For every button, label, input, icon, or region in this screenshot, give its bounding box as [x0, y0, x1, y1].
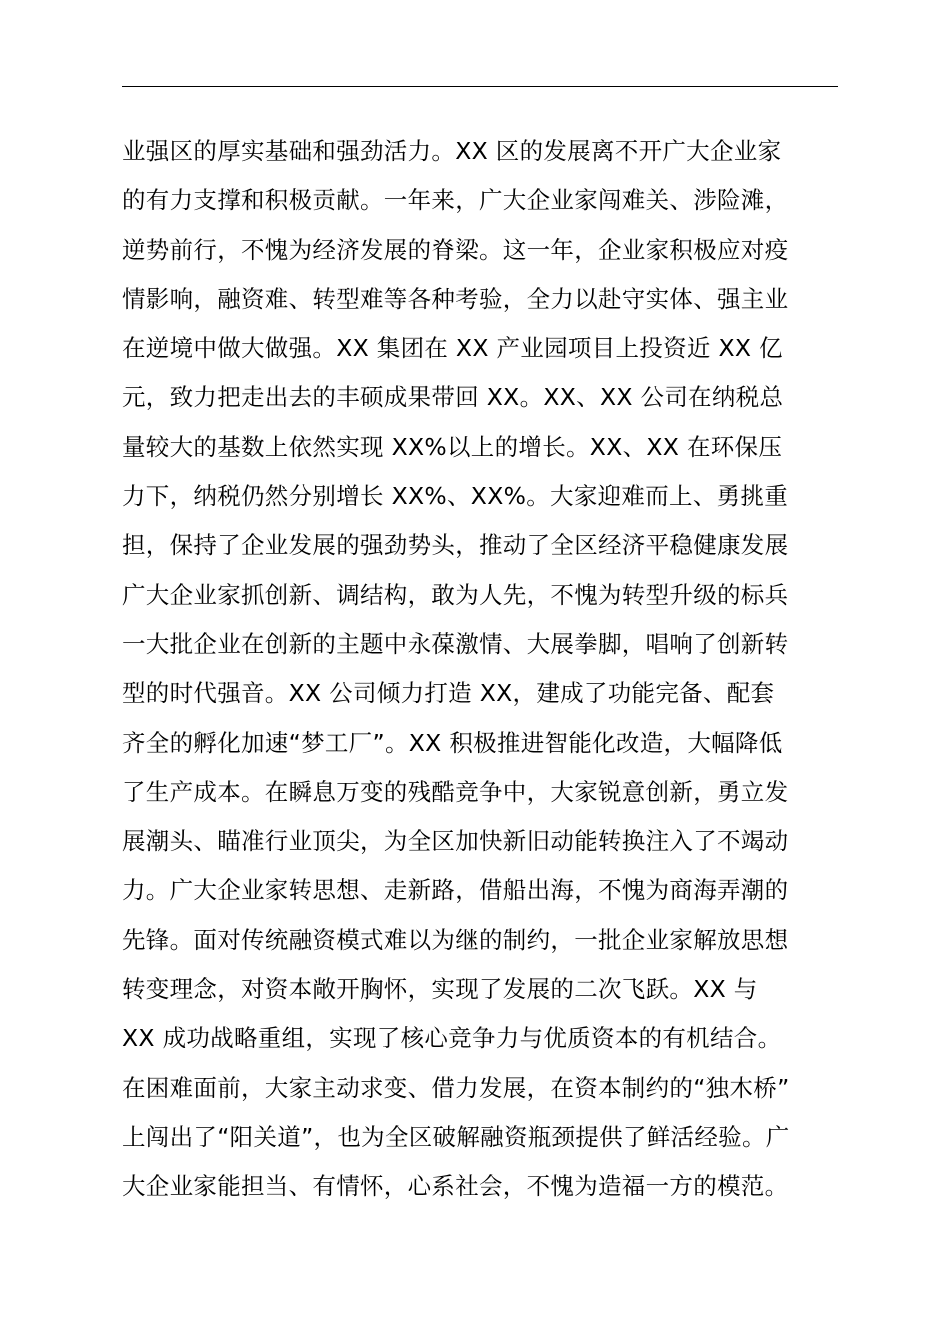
text-line: 型的时代强音。XX 公司倾力打造 XX，建成了功能完备、配套 [122, 679, 775, 708]
text-line: 转变理念，对资本敞开胸怀，实现了发展的二次飞跃。XX 与 [122, 975, 758, 1004]
text-line: 业强区的厚实基础和强劲活力。XX 区的发展离不开广大企业家 [122, 137, 782, 165]
text-line: 逆势前行，不愧为经济发展的脊梁。这一年，企业家积极应对疫 [122, 235, 789, 264]
header-rule [122, 86, 838, 87]
text-line: 元，致力把走出去的丰硕成果带回 XX。XX、XX 公司在纳税总 [122, 383, 784, 412]
text-line: 上闯出了“阳关道”，也为全区破解融资瓶颈提供了鲜活经验。广 [122, 1122, 790, 1151]
text-line: 力。广大企业家转思想、走新路，借船出海，不愧为商海弄潮的 [122, 876, 789, 905]
text-line: 情影响，融资难、转型难等各种考验，全力以赴守实体、强主业 [122, 284, 789, 313]
text-line: 齐全的孵化加速“梦工厂”。XX 积极推进智能化改造，大幅降低 [122, 728, 783, 757]
body-paragraph [122, 127, 842, 1212]
text-line: XX 成功战略重组，实现了核心竞争力与优质资本的有机结合。 [122, 1024, 782, 1053]
text-line: 在逆境中做大做强。XX 集团在 XX 产业园项目上投资近 XX 亿 [122, 334, 783, 363]
text-line: 力下，纳税仍然分别增长 XX%、XX%。大家迎难而上、勇挑重 [122, 482, 789, 511]
text-line: 一大批企业在创新的主题中永葆激情、大展拳脚，唱响了创新转 [122, 629, 789, 658]
text-line: 大企业家能担当、有情怀，心系社会，不愧为造福一方的模范。 [122, 1172, 789, 1201]
text-line: 了生产成本。在瞬息万变的残酷竞争中，大家锐意创新，勇立发 [122, 777, 789, 806]
text-line: 在困难面前，大家主动求变、借力发展，在资本制约的“独木桥” [122, 1073, 790, 1102]
text-line: 担，保持了企业发展的强劲势头，推动了全区经济平稳健康发展 [122, 531, 789, 560]
text-line: 广大企业家抓创新、调结构，敢为人先，不愧为转型升级的标兵 [122, 580, 789, 609]
text-line: 展潮头、瞄准行业顶尖，为全区加快新旧动能转换注入了不竭动 [122, 827, 789, 856]
text-line: 的有力支撑和积极贡献。一年来，广大企业家闯难关、涉险滩， [122, 186, 789, 215]
text-line: 量较大的基数上依然实现 XX%以上的增长。XX、XX 在环保压 [122, 432, 783, 461]
text-line: 先锋。面对传统融资模式难以为继的制约，一批企业家解放思想 [122, 925, 789, 954]
